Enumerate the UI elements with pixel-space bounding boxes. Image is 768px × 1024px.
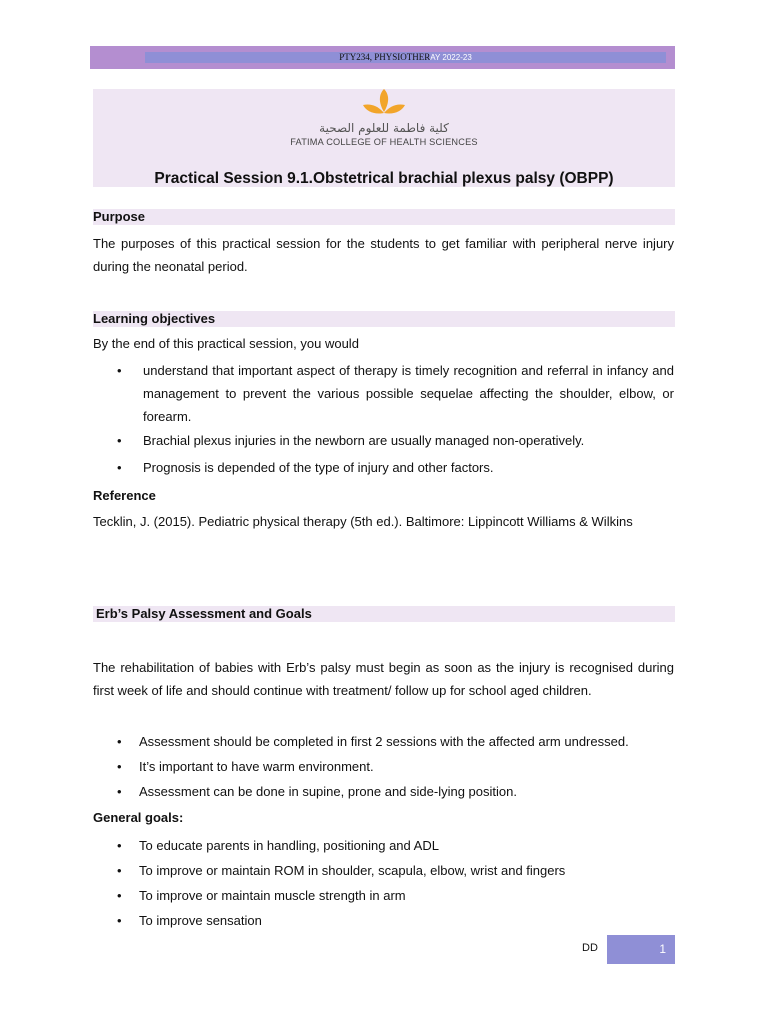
erb-text: The rehabilitation of babies with Erb’s palsy must begin as soon as the injury is recognised during first week of life and should continue with treatment/ follow up for school aged children. bbox=[93, 660, 674, 698]
list-item-text: understand that important aspect of therapy is timely recognition and referral in infancy and management to prevent the various possible sequelae affecting the shoulder, elbow, or forearm. bbox=[143, 363, 674, 424]
bullet-icon: • bbox=[117, 784, 122, 799]
logo-arabic-text: كلية فاطمة للعلوم الصحية bbox=[319, 121, 449, 135]
bullet-icon: • bbox=[117, 759, 122, 774]
bullet-icon: • bbox=[117, 838, 122, 853]
objectives-heading: Learning objectives bbox=[93, 311, 675, 327]
list-item bbox=[117, 359, 674, 429]
objectives-list bbox=[117, 359, 674, 480]
goals-heading: General goals: bbox=[93, 810, 184, 825]
bullet-icon: • bbox=[117, 363, 122, 378]
list-item bbox=[117, 456, 674, 480]
purpose-text: The purposes of this practical session for the students to get familiar with peripheral nerve injury during the neonatal period. bbox=[93, 236, 674, 274]
logo-english-text: FATIMA COLLEGE OF HEALTH SCIENCES bbox=[290, 137, 478, 147]
list-item-text: It’s important to have warm environment. bbox=[139, 759, 374, 774]
list-item bbox=[117, 859, 674, 884]
list-item bbox=[117, 429, 674, 456]
list-item bbox=[117, 884, 674, 909]
bullet-icon: • bbox=[117, 863, 122, 878]
page-title: Practical Session 9.1.Obstetrical brachial plexus palsy (OBPP) bbox=[154, 170, 614, 187]
footer-initials: DD bbox=[582, 942, 598, 954]
list-item bbox=[117, 780, 674, 805]
reference-text: Tecklin, J. (2015). Pediatric physical therapy (5th ed.). Baltimore: Lippincott Williams & Wilkins bbox=[93, 514, 633, 529]
reference-heading: Reference bbox=[93, 488, 156, 503]
list-item-text: Assessment should be completed in first 2 sessions with the affected arm undressed. bbox=[139, 734, 629, 749]
bullet-icon: • bbox=[117, 734, 122, 749]
goals-list bbox=[117, 834, 674, 934]
list-item-text: To improve sensation bbox=[139, 913, 262, 928]
college-logo bbox=[282, 88, 487, 150]
list-item-text: To educate parents in handling, positioning and ADL bbox=[139, 838, 439, 853]
flower-icon bbox=[363, 89, 405, 114]
list-item bbox=[117, 730, 674, 755]
erb-heading: Erb’s Palsy Assessment and Goals bbox=[93, 606, 675, 622]
list-item-text: To improve or maintain muscle strength in arm bbox=[139, 888, 406, 903]
bullet-icon: • bbox=[117, 888, 122, 903]
objectives-intro: By the end of this practical session, you would bbox=[93, 336, 359, 351]
list-item bbox=[117, 909, 674, 934]
bullet-icon: • bbox=[117, 460, 122, 475]
purpose-heading: Purpose bbox=[93, 209, 675, 225]
bullet-icon: • bbox=[117, 913, 122, 928]
page-number: 1 bbox=[607, 935, 675, 964]
list-item bbox=[117, 755, 674, 780]
list-item bbox=[117, 834, 674, 859]
bullet-icon: • bbox=[117, 433, 122, 448]
header-course: PTY234, PHYSIOTHER bbox=[339, 52, 431, 62]
erb-list bbox=[117, 730, 674, 805]
list-item-text: Brachial plexus injuries in the newborn are usually managed non-operatively. bbox=[143, 433, 585, 448]
header-course-strip bbox=[145, 52, 666, 63]
list-item-text: Prognosis is depended of the type of injury and other factors. bbox=[143, 460, 494, 475]
list-item-text: Assessment can be done in supine, prone and side-lying position. bbox=[139, 784, 517, 799]
list-item-text: To improve or maintain ROM in shoulder, scapula, elbow, wrist and fingers bbox=[139, 863, 566, 878]
header-year: AY 2022-23 bbox=[430, 53, 472, 62]
